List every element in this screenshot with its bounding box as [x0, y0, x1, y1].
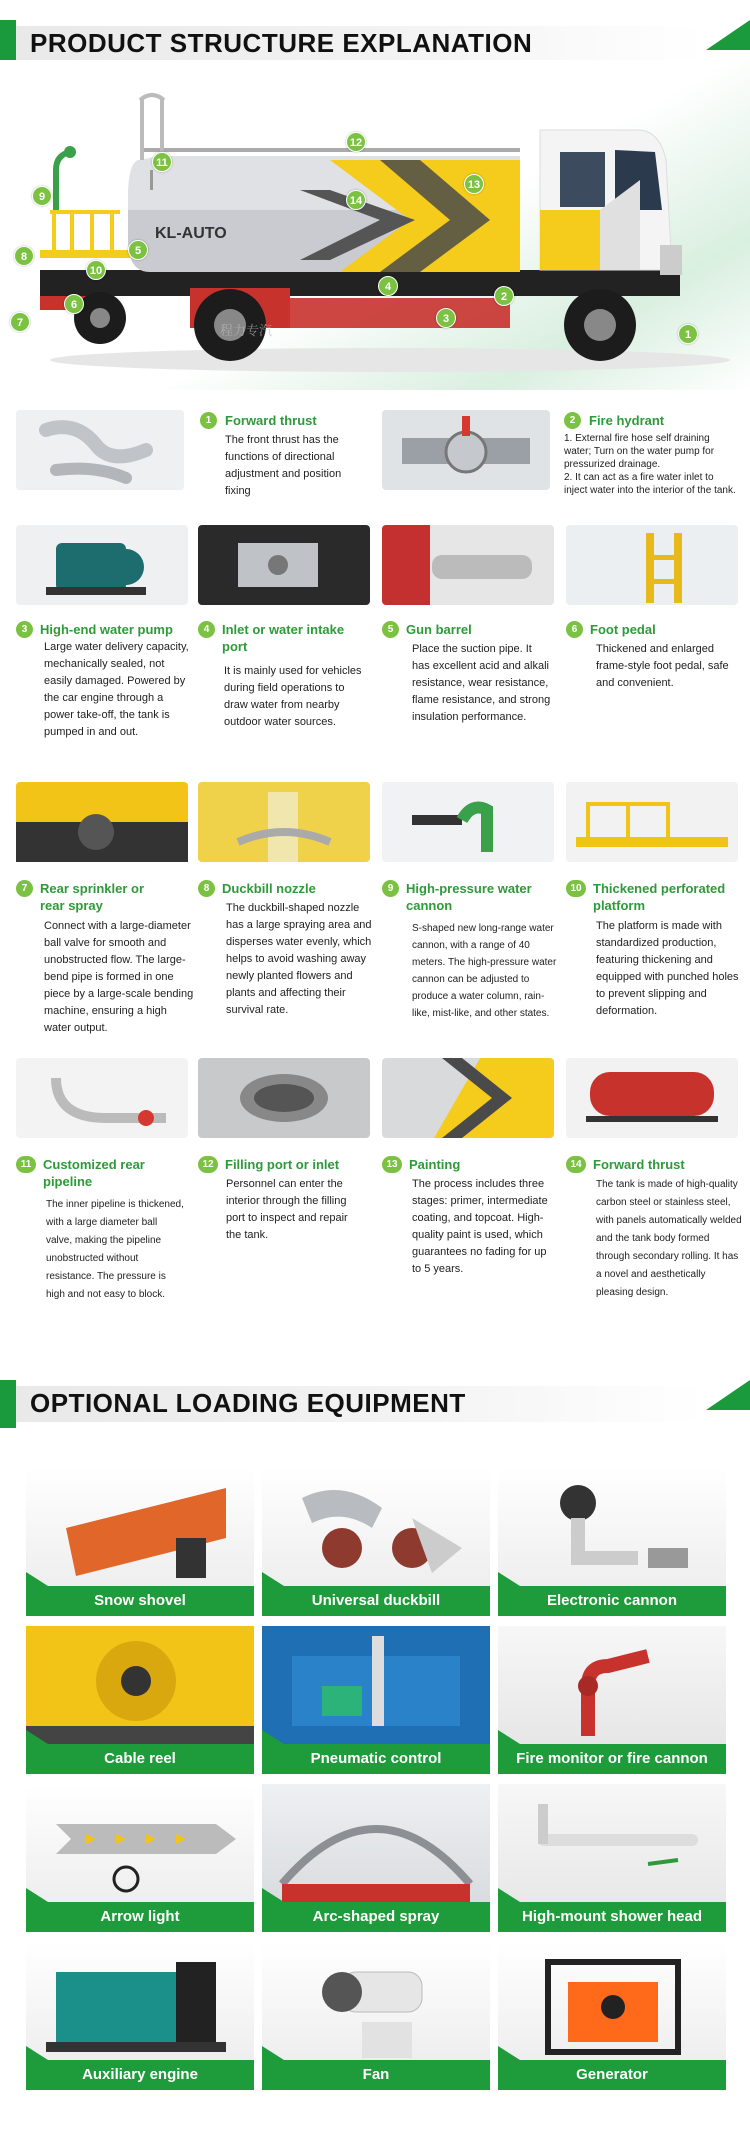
- filling-port-icon: [198, 1058, 370, 1138]
- feature-number: 2: [564, 412, 581, 429]
- feature-description: The platform is made with standardized production, featuring thickening and equipped with punched holes to prevent slipping and deformation.: [596, 920, 739, 1017]
- feature-title: Forward thrust: [225, 413, 317, 428]
- callout-3: 3: [436, 308, 456, 328]
- feature-title: Customized rear pipeline: [43, 1157, 145, 1189]
- option-label: Snow shovel: [26, 1586, 254, 1616]
- section-title: PRODUCT STRUCTURE EXPLANATION: [30, 28, 533, 58]
- fan-icon: [262, 1942, 490, 2062]
- option-photo: [26, 1942, 254, 2062]
- feature-description: 1. External fire hose self draining water; Turn on the water pump for pressurized drainage. 2. It can act as a fire water inlet to inject water into the interior of the tank.: [564, 433, 736, 496]
- header-accent-bar: [0, 1380, 16, 1428]
- feature-photo-13: [382, 1058, 554, 1138]
- valve-icon: [382, 410, 550, 490]
- callout-1: 1: [678, 324, 698, 344]
- barrel-icon: [382, 525, 554, 605]
- pump-icon: [16, 525, 188, 605]
- feature-9: [382, 782, 564, 1052]
- feature-13: [382, 1058, 564, 1318]
- feature-6: [566, 525, 748, 775]
- feature-description: Personnel can enter the interior through the filling port to inspect and repair the tank.: [226, 1178, 348, 1241]
- callout-6: 6: [64, 294, 84, 314]
- feature-3: [16, 525, 198, 775]
- pneumatic-control-icon: [262, 1626, 490, 1746]
- feature-number: 5: [382, 621, 399, 638]
- foot-pedal-icon: [566, 525, 738, 605]
- arc-spray-icon: [262, 1784, 490, 1904]
- callout-13: 13: [464, 174, 484, 194]
- feature-number: 8: [198, 880, 215, 897]
- option-card: [262, 1468, 490, 1616]
- feature-description: Thickened and enlarged frame-style foot pedal, safe and convenient.: [596, 643, 729, 689]
- feature-description: S-shaped new long-range water cannon, with a range of 40 meters. The high-pressure water cannon can be adjusted to produce a water column, rain-like, mist-like, and other states.: [412, 923, 557, 1019]
- feature-4: [198, 525, 380, 775]
- truck-brand-text: KL-AUTO: [155, 225, 227, 242]
- shower-head-icon: [498, 1784, 726, 1904]
- arrow-light-icon: [26, 1784, 254, 1904]
- option-photo: [262, 1468, 490, 1588]
- callout-14: 14: [346, 190, 366, 210]
- feature-title: Forward thrust: [593, 1157, 685, 1172]
- option-photo: [498, 1626, 726, 1746]
- feature-photo-8: [198, 782, 370, 862]
- feature-photo-12: [198, 1058, 370, 1138]
- callout-4: 4: [378, 276, 398, 296]
- feature-12: [198, 1058, 380, 1318]
- feature-number: 14: [566, 1156, 586, 1173]
- watermark-text: 程力专汽: [220, 324, 273, 339]
- feature-number: 7: [16, 880, 33, 897]
- truck-illustration: [0, 60, 750, 390]
- feature-number: 1: [200, 412, 217, 429]
- option-photo: [26, 1784, 254, 1904]
- option-card: [26, 1784, 254, 1932]
- cable-reel-icon: [26, 1626, 254, 1746]
- feature-title: Filling port or inlet: [225, 1157, 340, 1172]
- callout-5: 5: [128, 240, 148, 260]
- feature-photo-3: [16, 525, 188, 605]
- feature-title: Thickened perforated platform: [593, 881, 726, 913]
- platform-icon: [566, 782, 738, 862]
- feature-photo-7: [16, 782, 188, 862]
- callout-7: 7: [10, 312, 30, 332]
- option-label: High-mount shower head: [498, 1902, 726, 1932]
- option-photo: [262, 1942, 490, 2062]
- feature-10: [566, 782, 748, 1052]
- option-label: Generator: [498, 2060, 726, 2090]
- snow-shovel-icon: [26, 1468, 254, 1588]
- option-label: Pneumatic control: [262, 1744, 490, 1774]
- feature-title: Rear sprinkler or rear spray: [40, 881, 145, 913]
- feature-number: 11: [16, 1156, 36, 1173]
- option-label: Arrow light: [26, 1902, 254, 1932]
- callout-11: 11: [152, 152, 172, 172]
- option-photo: [26, 1626, 254, 1746]
- feature-title: Duckbill nozzle: [222, 881, 316, 896]
- feature-14: [566, 1058, 748, 1318]
- header-corner-triangle: [706, 1380, 750, 1410]
- feature-photo-1: [16, 410, 184, 490]
- option-label: Universal duckbill: [262, 1586, 490, 1616]
- feature-photo-10: [566, 782, 738, 862]
- feature-number: 9: [382, 880, 399, 897]
- feature-7: [16, 782, 198, 1052]
- option-card: [26, 1942, 254, 2090]
- engine-icon: [26, 1942, 254, 2062]
- feature-title: Gun barrel: [406, 622, 472, 637]
- callout-12: 12: [346, 132, 366, 152]
- paint-icon: [382, 1058, 554, 1138]
- water-cannon-icon: [382, 782, 554, 862]
- callout-9: 9: [32, 186, 52, 206]
- callout-10: 10: [86, 260, 106, 280]
- fire-monitor-icon: [498, 1626, 726, 1746]
- truck-diagram: [0, 60, 750, 390]
- feature-photo-9: [382, 782, 554, 862]
- section-header-optional: [0, 1380, 750, 1428]
- feature-number: 4: [198, 621, 215, 638]
- option-card: [262, 1626, 490, 1774]
- feature-photo-6: [566, 525, 738, 605]
- feature-description: It is mainly used for vehicles during field operations to draw water from nearby outdoor water sources.: [224, 665, 362, 728]
- feature-11: [16, 1058, 198, 1318]
- option-label: Auxiliary engine: [26, 2060, 254, 2090]
- option-card: [498, 1626, 726, 1774]
- option-card: [498, 1942, 726, 2090]
- option-photo: [262, 1784, 490, 1904]
- generator-icon: [498, 1942, 726, 2062]
- duckbill-icon: [262, 1468, 490, 1588]
- feature-photo-4: [198, 525, 370, 605]
- feature-photo-11: [16, 1058, 188, 1138]
- feature-title: High-end water pump: [40, 622, 173, 637]
- feature-number: 3: [16, 621, 33, 638]
- option-card: [26, 1468, 254, 1616]
- rear-spray-icon: [16, 782, 188, 862]
- option-photo: [498, 1942, 726, 2062]
- feature-description: The front thrust has the functions of directional adjustment and position fixing: [225, 434, 342, 497]
- feature-2: [382, 410, 738, 520]
- duckbill-icon: [198, 782, 370, 862]
- feature-title: Foot pedal: [590, 622, 656, 637]
- callout-2: 2: [494, 286, 514, 306]
- feature-5: [382, 525, 564, 775]
- feature-photo-2: [382, 410, 550, 490]
- option-photo: [262, 1626, 490, 1746]
- option-card: [498, 1784, 726, 1932]
- feature-number: 10: [566, 880, 586, 897]
- feature-description: Connect with a large-diameter ball valve for smooth and unobstructed flow. The large-bend pipe is formed in one piece by a large-scale bending machine, ensuring a high water output.: [44, 920, 194, 1034]
- feature-description: Large water delivery capacity, mechanically sealed, not easily damaged. Powered by the car engine through a power take-off, the tank is pumped in and out.: [44, 641, 189, 738]
- electronic-cannon-icon: [498, 1468, 726, 1588]
- option-card: [262, 1784, 490, 1932]
- feature-title: Painting: [409, 1157, 461, 1172]
- feature-1: [16, 410, 368, 510]
- feature-description: The inner pipeline is thickened, with a large diameter ball valve, making the pipeline unobstructed without resistance. The pressure is high and not easy to block.: [46, 1199, 184, 1300]
- option-label: Electronic cannon: [498, 1586, 726, 1616]
- intake-icon: [198, 525, 370, 605]
- header-corner-triangle: [706, 20, 750, 50]
- option-photo: [498, 1468, 726, 1588]
- option-label: Fire monitor or fire cannon: [498, 1744, 726, 1774]
- feature-8: [198, 782, 380, 1052]
- feature-description: The process includes three stages: primer, intermediate coating, and topcoat. High-quality paint is used, which guarantees no fading for up to 5 years.: [412, 1178, 548, 1275]
- feature-description: The tank is made of high-quality carbon steel or stainless steel, with panels automatically welded and the tank body formed through secondary rolling. It has a novel and aesthetically pleasing design.: [596, 1179, 742, 1298]
- option-label: Fan: [262, 2060, 490, 2090]
- feature-number: 12: [198, 1156, 218, 1173]
- feature-description: The duckbill-shaped nozzle has a large spraying area and disperses water evenly, which helps to avoid washing away newly planted flowers and plants and affecting their survival rate.: [226, 902, 372, 1016]
- feature-title: High-pressure water cannon: [406, 881, 532, 913]
- pipeline-icon: [16, 1058, 188, 1138]
- option-photo: [26, 1468, 254, 1588]
- feature-photo-14: [566, 1058, 738, 1138]
- feature-photo-5: [382, 525, 554, 605]
- feature-title: Fire hydrant: [589, 413, 665, 428]
- option-photo: [498, 1784, 726, 1904]
- option-card: [262, 1942, 490, 2090]
- feature-number: 6: [566, 621, 583, 638]
- option-card: [498, 1468, 726, 1616]
- section-title: OPTIONAL LOADING EQUIPMENT: [30, 1388, 466, 1418]
- option-card: [26, 1626, 254, 1774]
- feature-description: Place the suction pipe. It has excellent acid and alkali resistance, wear resistance, flame resistance, and strong insulation performance.: [412, 643, 551, 723]
- feature-number: 13: [382, 1156, 402, 1173]
- option-label: Arc-shaped spray: [262, 1902, 490, 1932]
- tank-icon: [566, 1058, 738, 1138]
- feature-title: Inlet or water intake port: [222, 622, 345, 654]
- option-label: Cable reel: [26, 1744, 254, 1774]
- callout-8: 8: [14, 246, 34, 266]
- pipe-icon: [16, 410, 184, 490]
